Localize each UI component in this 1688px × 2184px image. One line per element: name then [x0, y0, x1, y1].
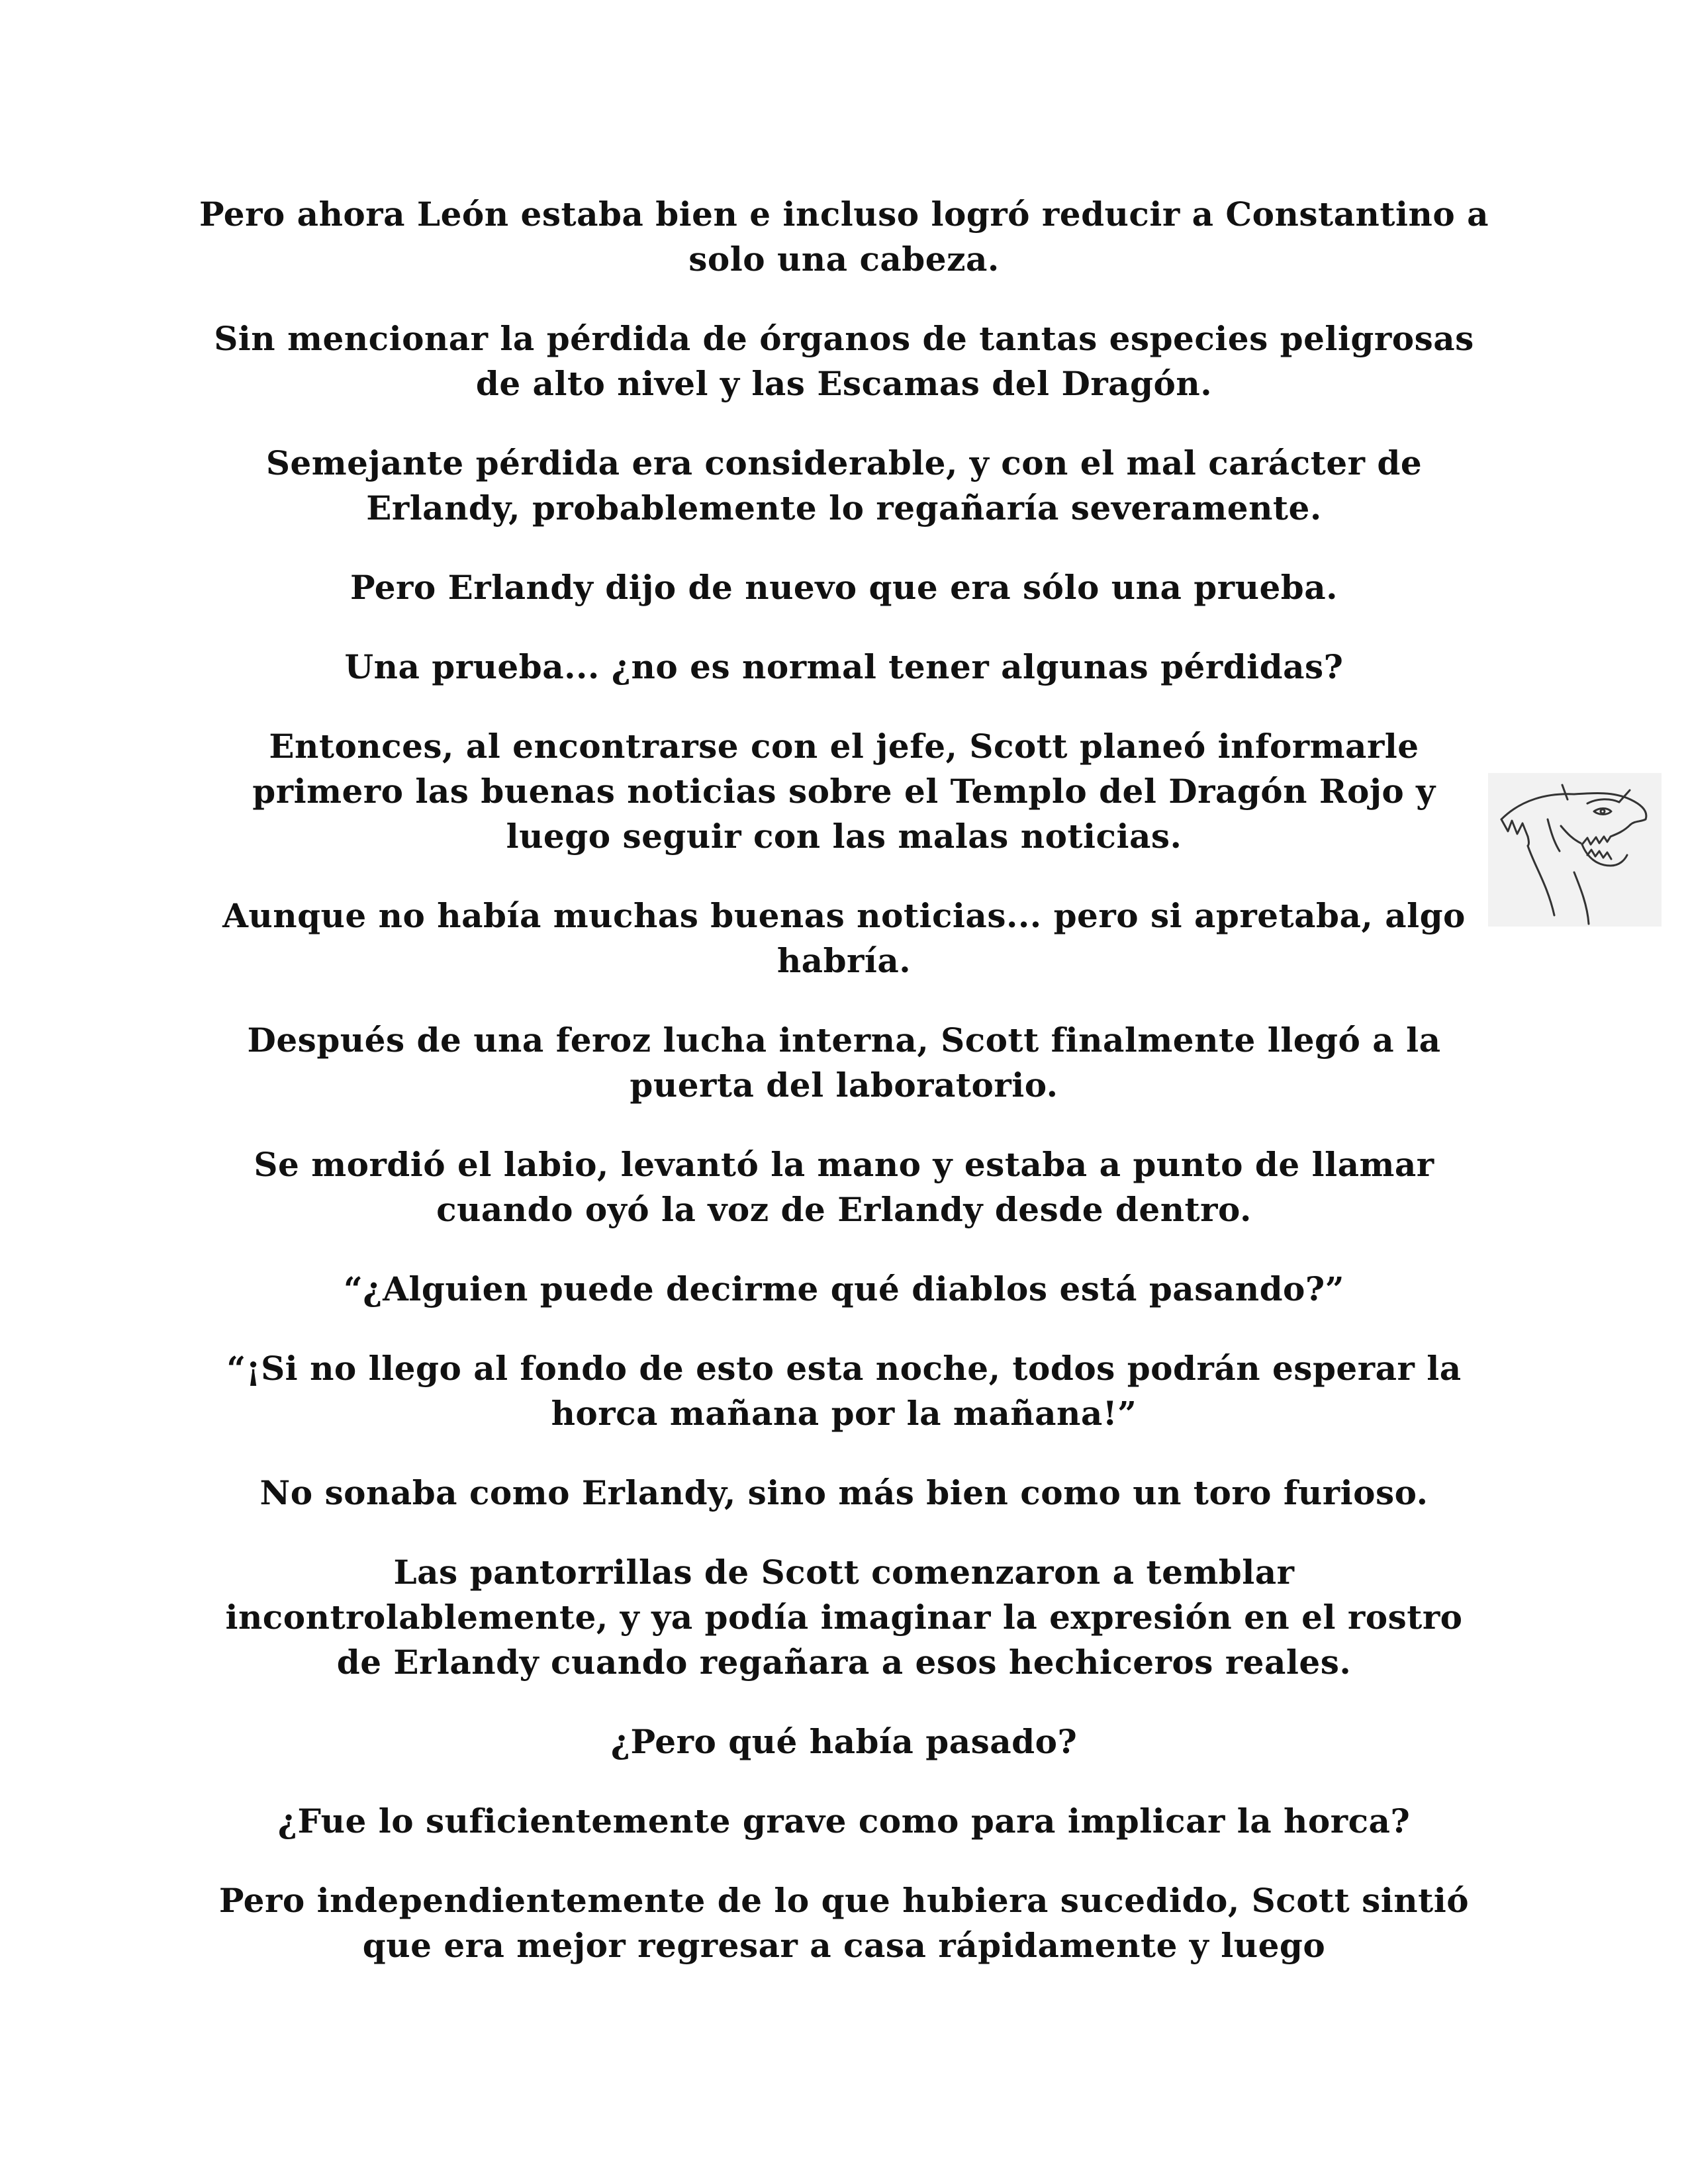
paragraph-3: Semejante pérdida era considerable, y con el mal carácter de Erlandy, probablemente lo regañaría severamente. — [265, 443, 1423, 527]
paragraph-4: Pero Erlandy dijo de nuevo que era sólo una prueba. — [350, 568, 1338, 607]
story-text — [199, 192, 1489, 2003]
paragraph-1: Pero ahora León estaba bien e incluso logró reducir a Constantino a solo una cabeza. — [199, 195, 1489, 279]
paragraph-8: Después de una feroz lucha interna, Scott finalmente llegó a la puerta del laboratorio. — [247, 1021, 1441, 1105]
paragraph-13: Las pantorrillas de Scott comenzaron a temblar incontrolablemente, y ya podía imaginar la expresión en el rostro de Erlandy cuando regañara a esos hechiceros reales. — [225, 1553, 1463, 1682]
paragraph-14: ¿Pero qué había pasado? — [610, 1722, 1078, 1761]
paragraph-7: Aunque no había muchas buenas noticias... pero si apretaba, algo habría. — [222, 896, 1466, 980]
paragraph-5: Una prueba... ¿no es normal tener algunas pérdidas? — [344, 647, 1344, 686]
paragraph-10: “¿Alguien puede decirme qué diablos está pasando?” — [344, 1269, 1344, 1308]
paragraph-6: Entonces, al encontrarse con el jefe, Scott planeó informarle primero las buenas noticias sobre el Templo del Dragón Rojo y luego seguir con las malas noticias. — [252, 727, 1436, 856]
paragraph-9: Se mordió el labio, levantó la mano y estaba a punto de llamar cuando oyó la voz de Erlandy desde dentro. — [254, 1145, 1434, 1229]
dragon-head-sketch-icon — [1488, 773, 1662, 927]
paragraph-12: No sonaba como Erlandy, sino más bien como un toro furioso. — [259, 1473, 1429, 1512]
paragraph-15: ¿Fue lo suficientemente grave como para implicar la horca? — [277, 1801, 1411, 1841]
dragon-sketch-svg — [1488, 773, 1662, 927]
paragraph-2: Sin mencionar la pérdida de órganos de tantas especies peligrosas de alto nivel y las Escamas del Dragón. — [214, 319, 1474, 403]
paragraph-16: Pero independientemente de lo que hubiera sucedido, Scott sintió que era mejor regresar a casa rápidamente y luego — [218, 1881, 1470, 1965]
paragraph-11: “¡Si no llego al fondo de esto esta noche, todos podrán esperar la horca mañana por la mañana!” — [226, 1349, 1462, 1433]
